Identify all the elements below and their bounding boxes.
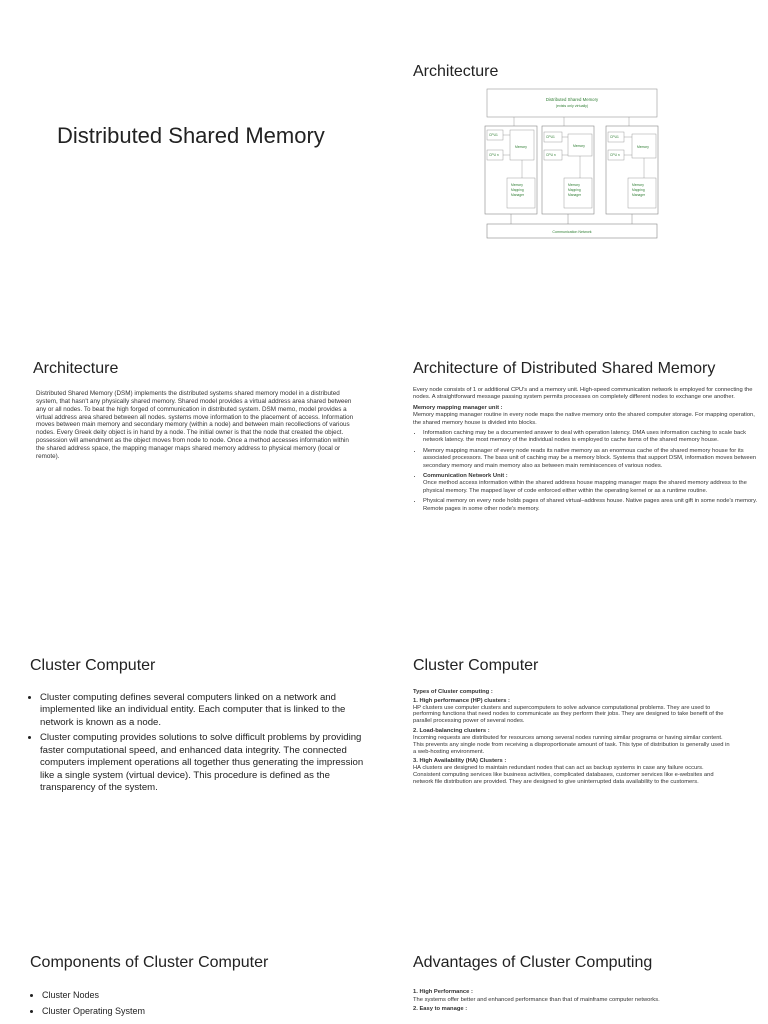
mmm-label-3: Manager (568, 193, 582, 197)
list-item: • Cluster computing defines several computers linked on a network and implemented like an individual entity. Each computer that is linked to the network is known as a node. (40, 692, 370, 729)
mmm-label-1: Memory (511, 183, 523, 187)
cpun-label: CPU n (546, 153, 556, 157)
slide-dsm-architecture (384, 256, 768, 512)
slide-title: Architecture (33, 360, 119, 377)
slide-architecture-diagram (384, 0, 768, 256)
node-1 (485, 126, 537, 214)
network-unit-text: Once method access information within the shared address house mapping manager maps the shared memory address to the physical memory. The mapped layer of code enforced either within the operating kernel or as a runtime routine. (423, 480, 747, 494)
type1-heading: 1. High performance (HP) clusters : (413, 697, 510, 704)
mmm-label-1: Memory (632, 183, 644, 187)
slide-title: Architecture of Distributed Shared Memory (413, 360, 716, 377)
slide-title: Components of Cluster Computer (30, 954, 269, 971)
slide-components (0, 768, 384, 1024)
cpun-label: CPU n (610, 153, 620, 157)
dsm-bullets (413, 430, 759, 513)
type3-text: HA clusters are designed to maintain redundant nodes that can act as backup systems in case any failure occurs. Consistent computing services like business activities, complicated databases, customer services like e-websites and network file distribution are provided. They are designed to give uninterrupted data availability to the customers. (413, 765, 714, 785)
list-item: • Information caching may be a documented answer to deal with operation latency. DMA uses information caching to scale back network latency. the most memory of the individual nodes is employed to cache items of the shared memory house. (423, 430, 759, 445)
slide-dsm-title (0, 0, 384, 256)
mmm-label-3: Manager (632, 193, 646, 197)
types-heading: Types of Cluster computing : (413, 689, 493, 695)
network-label: Communication Network (552, 230, 592, 234)
list-item: • Cluster Nodes (42, 988, 362, 1004)
mmu-paragraph: Memory mapping manager routine in every node maps the native memory onto the shared computer storage. For mapping operation, the shared memory house is divided into blocks. (413, 412, 755, 426)
network-unit-heading: Communication Network Unit : (423, 473, 508, 480)
cpu1-label: CPU1 (610, 135, 619, 139)
slide-body (413, 988, 743, 1013)
dsm-box (487, 89, 657, 117)
intro-paragraph: Every node consists of 1 or additional CPU's and a memory unit. High-speed communication network is employed for connecting the nodes. A straightforward message passing system permits processes on completely different nodes to exchange one another. (413, 387, 753, 401)
memory-label: Memory (637, 145, 649, 149)
slide-architecture-text (0, 256, 384, 512)
components-list (30, 988, 362, 1020)
list-item: • Physical memory on every node holds pages of shared virtual–address house. Native pages area unit gift in some node's memory. Remote pages in some other node's memory. (423, 498, 759, 513)
slide-title: Cluster Computer (413, 657, 539, 674)
architecture-diagram (484, 86, 660, 242)
mmm-label-2: Mapping (568, 188, 581, 192)
list-item: • Memory mapping manager of every node reads its native memory as an enormous cache of the shared memory house for its associated processors. The bass unit of caching may be a memory block. Systems that support DSM, information moves between secondary memory and main memory also as between main reminiscences of various nodes. (423, 448, 759, 470)
dsm-label: Distributed Shared Memory (545, 97, 599, 102)
slide-cluster-computer (0, 512, 384, 794)
mmu-heading: Memory mapping manager unit : (413, 404, 503, 411)
mmm-label-2: Mapping (632, 188, 645, 192)
slide-title: Distributed Shared Memory (57, 123, 325, 148)
slide-cluster-types (384, 512, 768, 785)
mmm-label-2: Mapping (511, 188, 524, 192)
slide-title: Cluster Computer (30, 657, 156, 674)
mmm-label-3: Manager (511, 193, 525, 197)
type2-text: Incoming requests are distributed for resources among several nodes running similar programs or having similar content. This prevents any single node from receiving a disproportionate amount of task. This type of distribution is generally used in a web-hosting environment. (413, 734, 730, 755)
type3-heading: 3. High Availability (HA) Clusters : (413, 758, 507, 765)
slide-body (413, 387, 759, 516)
list-item: • Cluster computing provides solutions to solve difficult problems by providing faster computational speed, and enhanced data integrity. The connected computers implement operations all together thus generating the impression like a single system (virtual device). This procedure is defined as the transparency of the system. (40, 732, 370, 794)
cpu1-label: CPU1 (489, 133, 498, 137)
advantage1-heading: 1. High Performance : (413, 989, 473, 995)
type1-text: HP clusters use computer clusters and supercomputers to solve advance computational problems. They are used to performing functions that need nodes to communicate as they perform their jobs. They are designed to take benefit of the parallel processing power of several nodes. (413, 704, 724, 725)
cpu1-label: CPU1 (546, 135, 555, 139)
memory-label: Memory (515, 145, 527, 149)
slide-title: Advantages of Cluster Computing (413, 954, 653, 971)
list-item (423, 473, 759, 495)
node-2 (542, 126, 594, 214)
advantage2-heading: 2. Easy to manage : (413, 1005, 468, 1012)
dsm-sublabel: (exists only virtually) (555, 104, 589, 108)
node-3 (606, 126, 658, 214)
list-item: • Cluster Operating System (42, 1004, 362, 1020)
slide-body: Distributed Shared Memory (DSM) implements the distributed systems shared memory model in a distributed system, that hasn't any physically shared memory. Shared model provides a virtual address area shared between any or all nodes. To beat the high forged of communication in distributed system. DSM memo, model provides a virtual address area shared between all nodes. systems move information to the placement of access. Information moves between main memory and secondary memory (within a node) and between main recollections of various nodes. Every Greek deity object is in hand by a node. The initial owner is that the node that created the object. possession will amendment as the object moves from node to node. Once a method accesses information within the shared address space, the mapping manager maps shared memory address to physical memory (local or remote). (36, 390, 354, 460)
slide-advantages (384, 768, 768, 1024)
mmm-label-1: Memory (568, 183, 580, 187)
memory-label: Memory (573, 144, 585, 148)
cpun-label: CPU n (489, 153, 499, 157)
type2-heading: 2. Load-balancing clusters : (413, 728, 490, 735)
advantage1-text: The systems offer better and enhanced performance than that of mainframe computer networks. (413, 997, 660, 1004)
slide-title: Architecture (413, 63, 499, 80)
